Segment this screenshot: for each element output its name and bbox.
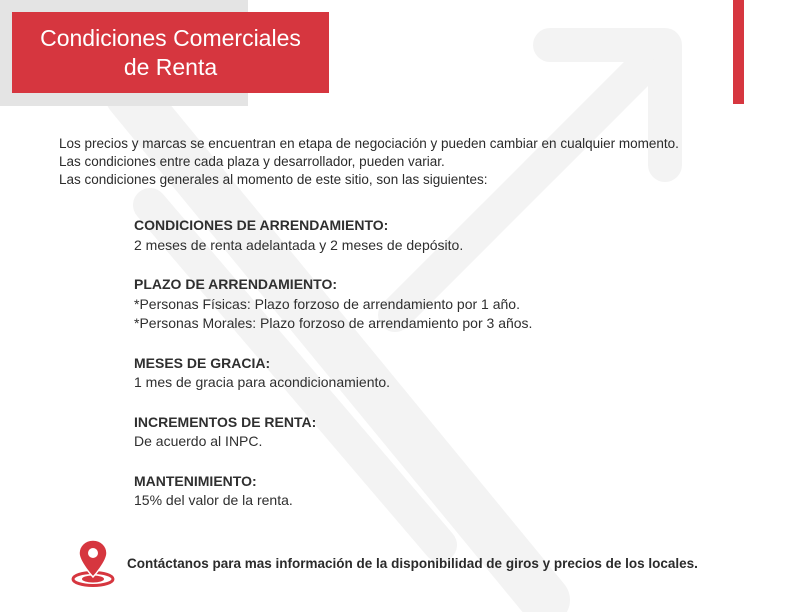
title-banner (12, 12, 329, 93)
conditions-list (134, 216, 532, 531)
page-title-line-2: de Renta (123, 53, 218, 80)
page-title-line-1: Condiciones Comerciales (40, 24, 301, 51)
contact-text: Contáctanos para mas información de la disponibilidad de giros y precios de los locales. (127, 555, 698, 571)
section-title: INCREMENTOS DE RENTA: (134, 413, 317, 430)
contact-row (70, 538, 698, 588)
section-incrementos-renta (134, 413, 532, 452)
section-text: De acuerdo al INPC. (134, 433, 263, 449)
section-text: 1 mes de gracia para acondicionamiento. (134, 374, 391, 390)
section-title: CONDICIONES DE ARRENDAMIENTO: (134, 217, 389, 233)
section-mantenimiento (134, 472, 532, 511)
accent-bar (733, 0, 744, 104)
page-title (40, 24, 301, 82)
section-title: MANTENIMIENTO: (134, 472, 257, 489)
intro-line: Los precios y marcas se encuentran en etapa de negociación y pueden cambiar en cualquier momento. (59, 136, 679, 151)
section-text: 15% del valor de la renta. (134, 492, 293, 508)
section-text: *Personas Físicas: Plazo forzoso de arrendamiento por 1 año. (134, 295, 520, 312)
section-title: MESES DE GRACIA: (134, 354, 271, 371)
section-plazo-arrendamiento (134, 275, 532, 334)
intro-line: Las condiciones generales al momento de este sitio, son las siguientes: (59, 172, 488, 187)
intro-paragraph (59, 135, 679, 189)
section-text: 2 meses de renta adelantada y 2 meses de depósito. (134, 236, 464, 253)
section-condiciones-arrendamiento (134, 216, 532, 255)
section-text: *Personas Morales: Plazo forzoso de arrendamiento por 3 años. (134, 315, 533, 331)
section-meses-gracia (134, 354, 532, 393)
intro-line: Las condiciones entre cada plaza y desarrollador, pueden variar. (59, 154, 445, 169)
section-title: PLAZO DE ARRENDAMIENTO: (134, 276, 337, 292)
location-pin-icon (70, 538, 116, 588)
